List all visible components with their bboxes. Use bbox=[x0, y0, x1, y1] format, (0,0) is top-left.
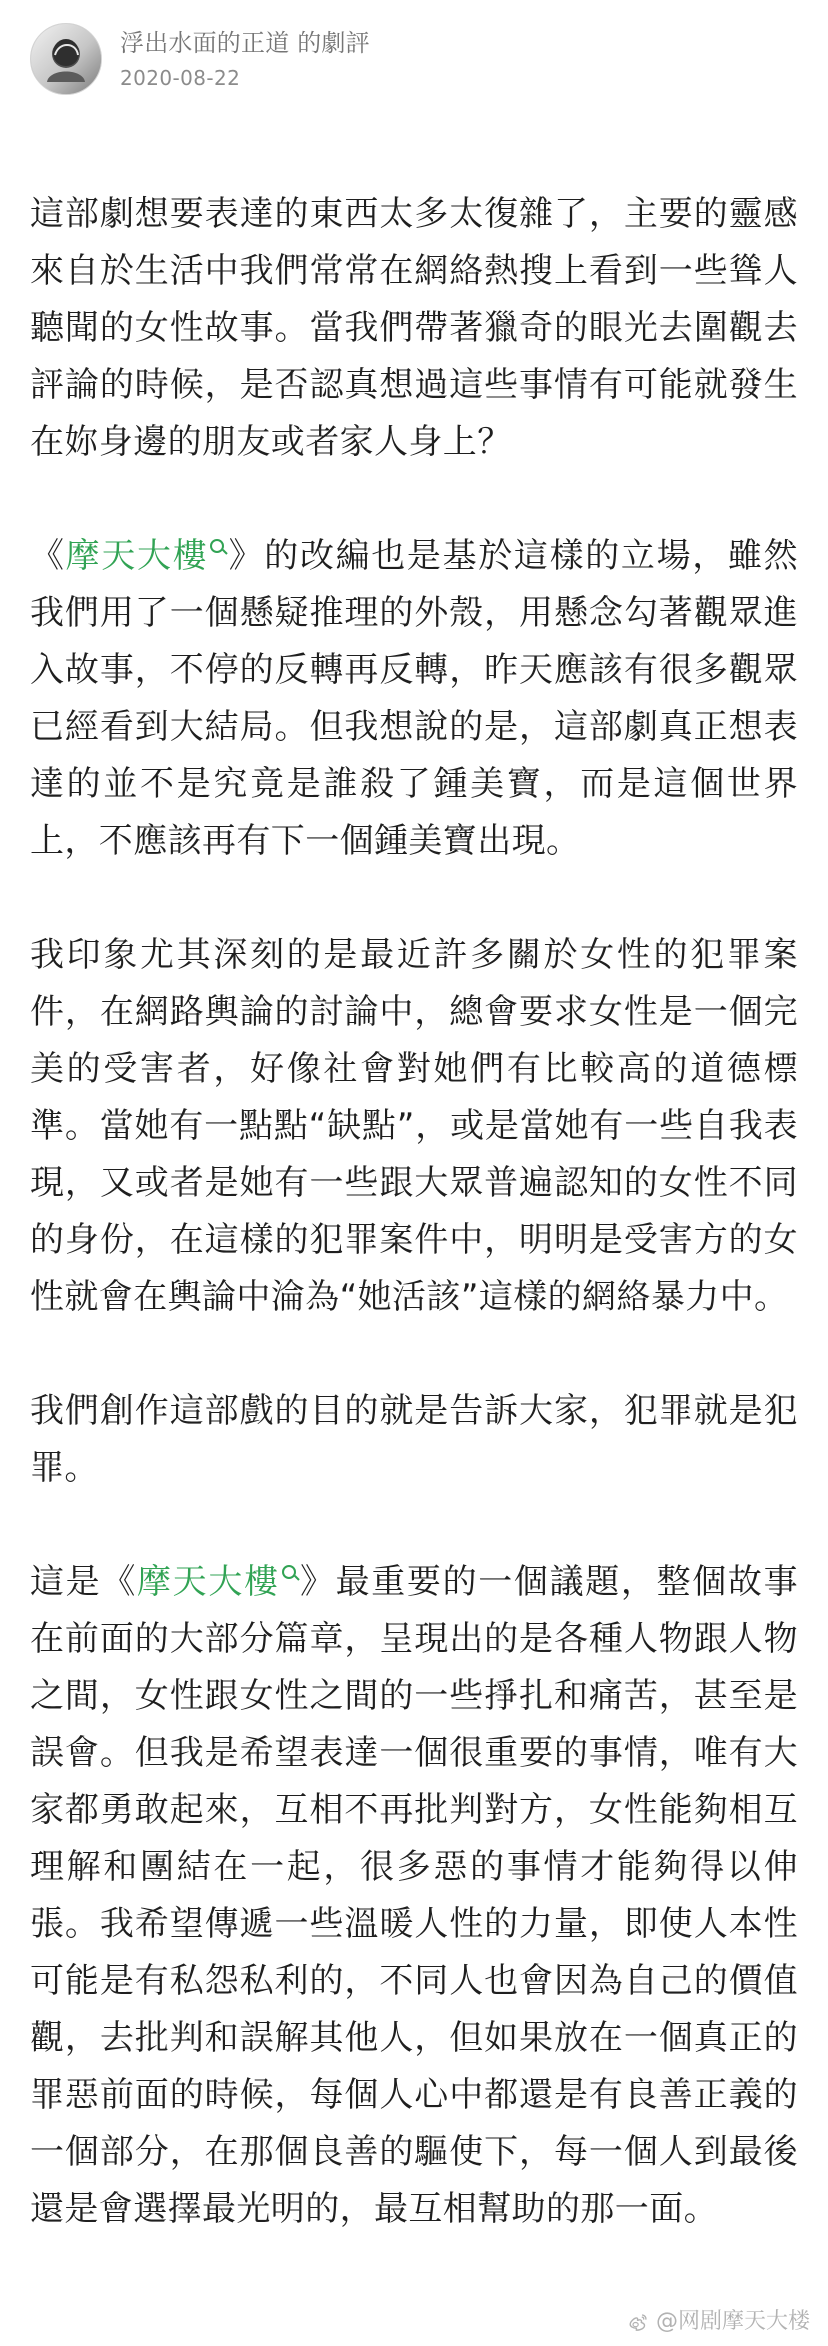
paragraph-3-text: 我印象尤其深刻的是最近許多關於女性的犯罪案件，在網路輿論的討論中，總會要求女性是一個完美的受害者，好像社會對她們有比較高的道德標準。當她有一點點“缺點”，或是當她有一些自我表現，又或者是她有一些跟大眾普遍認知的女性不同的身份，在這樣的犯罪案件中，明明是受害方的女性就會在輿論中淪為“她活該”這樣的網絡暴力中。 bbox=[30, 935, 798, 1317]
paragraph-2-suffix: 》的改編也是基於這樣的立場，雖然我們用了一個懸疑推理的外殼，用懸念勾著觀眾進入故事，不停的反轉再反轉，昨天應該有很多觀眾已經看到大結局。但我想說的是，這部劇真正想表達的並不是究竟是誰殺了鍾美寶，而是這個世界上，不應該再有下一個鍾美寶出現。 bbox=[30, 536, 798, 861]
tv-series-link-1-text[interactable]: 摩天大樓 bbox=[65, 536, 209, 576]
review-date: 2020-08-22 bbox=[120, 66, 241, 90]
paragraph-2-prefix: 《 bbox=[30, 536, 66, 576]
review-header bbox=[30, 16, 798, 102]
profile-avatar[interactable] bbox=[30, 23, 102, 95]
paragraph-5-suffix: 》最重要的一個議題，整個故事在前面的大部分篇章，呈現出的是各種人物跟人物之間，女性跟女性之間的一些掙扎和痛苦，甚至是誤會。但我是希望表達一個很重要的事情，唯有大家都勇敢起來，互相不再批判對方，女性能夠相互理解和團結在一起，很多惡的事情才能夠得以伸張。我希望傳遞一些溫暖人性的力量，即使人本性可能是有私怨私利的，不同人也會因為自己的價值觀，去批判和誤解其他人，但如果放在一個真正的罪惡前面的時候，每個人心中都還是有良善正義的一個部分，在那個良善的驅使下，每一個人到最後還是會選擇最光明的，最互相幫助的那一面。 bbox=[30, 1562, 798, 2229]
search-icon bbox=[210, 539, 224, 553]
review-meta bbox=[120, 24, 370, 94]
weibo-watermark-text: @网剧摩天大楼 bbox=[655, 2309, 810, 2334]
tv-series-link-2[interactable] bbox=[137, 1562, 299, 1602]
tv-series-link-1[interactable] bbox=[66, 536, 228, 576]
review-body bbox=[30, 186, 798, 2238]
paragraph-5-prefix: 這是《 bbox=[30, 1562, 137, 1602]
paragraph-2 bbox=[30, 528, 798, 870]
review-username[interactable]: 浮出水面的正道 的劇評 bbox=[120, 29, 370, 57]
paragraph-4-text: 我們創作這部戲的目的就是告訴大家，犯罪就是犯罪。 bbox=[30, 1391, 798, 1488]
paragraph-4 bbox=[30, 1383, 798, 1497]
tv-series-link-2-text[interactable]: 摩天大樓 bbox=[137, 1562, 280, 1602]
weibo-icon bbox=[626, 2310, 650, 2334]
search-icon bbox=[282, 1565, 296, 1579]
paragraph-5 bbox=[30, 1554, 798, 2238]
paragraph-1 bbox=[30, 186, 798, 471]
paragraph-1-text: 這部劇想要表達的東西太多太復雜了，主要的靈感來自於生活中我們常常在網絡熱搜上看到一些聳人聽聞的女性故事。當我們帶著獵奇的眼光去圍觀去評論的時候，是否認真想過這些事情有可能就發生在妳身邊的朋友或者家人身上？ bbox=[30, 194, 798, 462]
paragraph-3 bbox=[30, 927, 798, 1326]
weibo-watermark bbox=[626, 2308, 810, 2336]
profile-avatar-icon bbox=[31, 24, 101, 94]
